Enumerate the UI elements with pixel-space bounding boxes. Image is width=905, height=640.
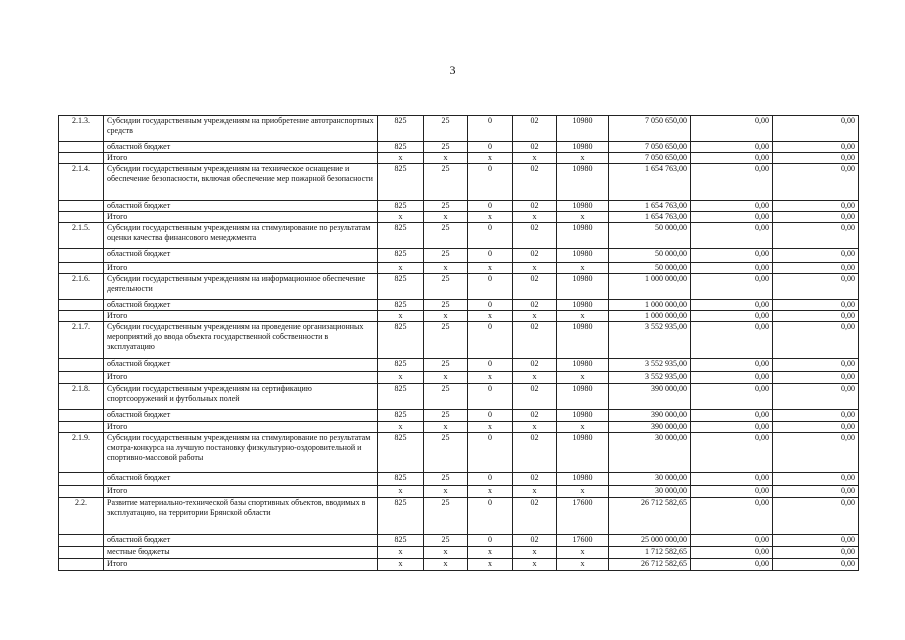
code-cell: 10980 [557, 322, 609, 359]
amount-cell: 30 000,00 [609, 486, 691, 498]
code-cell: х [468, 212, 513, 223]
code-cell: х [468, 422, 513, 433]
code-cell: 0 [468, 116, 513, 142]
amount-cell: 0,00 [691, 372, 773, 384]
item-number-cell: 2.1.8. [59, 384, 104, 410]
code-cell: х [424, 153, 468, 164]
item-row [59, 164, 859, 201]
subtotal-row [59, 201, 859, 212]
item-number-cell: 2.1.4. [59, 164, 104, 201]
subtotal-row [59, 300, 859, 311]
amount-cell: 1 000 000,00 [609, 274, 691, 300]
item-number-cell: 2.2. [59, 498, 104, 535]
item-number-cell [59, 559, 104, 571]
page-number: 3 [449, 63, 456, 77]
code-cell: 02 [513, 274, 557, 300]
subtotal-row [59, 311, 859, 322]
amount-cell: 0,00 [773, 116, 859, 142]
code-cell: 02 [513, 359, 557, 372]
code-cell: 825 [378, 359, 424, 372]
code-cell: х [468, 263, 513, 274]
code-cell: 10980 [557, 164, 609, 201]
code-cell: 0 [468, 300, 513, 311]
code-cell: х [468, 547, 513, 559]
code-cell: 17600 [557, 535, 609, 547]
code-cell: 02 [513, 164, 557, 201]
subtotal-row [59, 249, 859, 263]
code-cell: х [424, 311, 468, 322]
code-cell: х [557, 372, 609, 384]
subtotal-row [59, 559, 859, 571]
item-number-cell [59, 547, 104, 559]
amount-cell: 0,00 [773, 486, 859, 498]
item-number-cell [59, 473, 104, 486]
item-row [59, 116, 859, 142]
amount-cell: 0,00 [691, 486, 773, 498]
code-cell: х [424, 372, 468, 384]
amount-cell: 0,00 [691, 473, 773, 486]
code-cell: 10980 [557, 433, 609, 473]
code-cell: 17600 [557, 498, 609, 535]
item-name-cell: Итого [104, 422, 378, 433]
item-number-cell [59, 201, 104, 212]
code-cell: х [513, 311, 557, 322]
item-number-cell [59, 300, 104, 311]
code-cell: х [424, 422, 468, 433]
amount-cell: 0,00 [691, 142, 773, 153]
item-number-cell: 2.1.6. [59, 274, 104, 300]
code-cell: 02 [513, 433, 557, 473]
item-number-cell [59, 359, 104, 372]
code-cell: 0 [468, 359, 513, 372]
code-cell: 10980 [557, 410, 609, 422]
subtotal-row [59, 547, 859, 559]
item-row [59, 322, 859, 359]
code-cell: х [378, 559, 424, 571]
amount-cell: 0,00 [773, 547, 859, 559]
item-row [59, 498, 859, 535]
amount-cell: 7 050 650,00 [609, 142, 691, 153]
code-cell: х [378, 422, 424, 433]
amount-cell: 0,00 [691, 212, 773, 223]
item-number-cell [59, 153, 104, 164]
code-cell: 25 [424, 300, 468, 311]
item-name-cell: областной бюджет [104, 535, 378, 547]
amount-cell: 1 654 763,00 [609, 164, 691, 201]
code-cell: х [557, 547, 609, 559]
amount-cell: 1 654 763,00 [609, 212, 691, 223]
amount-cell: 1 000 000,00 [609, 300, 691, 311]
code-cell: х [378, 153, 424, 164]
code-cell: х [378, 372, 424, 384]
code-cell: 10980 [557, 473, 609, 486]
code-cell: 25 [424, 201, 468, 212]
item-number-cell: 2.1.7. [59, 322, 104, 359]
amount-cell: 0,00 [691, 116, 773, 142]
amount-cell: 0,00 [691, 422, 773, 433]
amount-cell: 0,00 [691, 410, 773, 422]
code-cell: 0 [468, 433, 513, 473]
code-cell: 825 [378, 142, 424, 153]
amount-cell: 30 000,00 [609, 433, 691, 473]
code-cell: 02 [513, 142, 557, 153]
item-name-cell: Итого [104, 486, 378, 498]
amount-cell: 0,00 [691, 201, 773, 212]
item-number-cell [59, 535, 104, 547]
amount-cell: 1 712 582,65 [609, 547, 691, 559]
item-row [59, 433, 859, 473]
item-number-cell: 2.1.3. [59, 116, 104, 142]
item-name-cell: областной бюджет [104, 249, 378, 263]
amount-cell: 0,00 [773, 359, 859, 372]
code-cell: 25 [424, 410, 468, 422]
item-name-cell: областной бюджет [104, 142, 378, 153]
amount-cell: 0,00 [691, 311, 773, 322]
code-cell: 0 [468, 410, 513, 422]
code-cell: 25 [424, 322, 468, 359]
code-cell: 02 [513, 384, 557, 410]
code-cell: 825 [378, 322, 424, 359]
code-cell: 25 [424, 473, 468, 486]
code-cell: х [557, 311, 609, 322]
item-name-cell: Итого [104, 263, 378, 274]
amount-cell: 3 552 935,00 [609, 359, 691, 372]
code-cell: 02 [513, 498, 557, 535]
subtotal-row [59, 153, 859, 164]
amount-cell: 390 000,00 [609, 410, 691, 422]
code-cell: 25 [424, 535, 468, 547]
code-cell: 02 [513, 473, 557, 486]
item-number-cell [59, 486, 104, 498]
item-number-cell [59, 311, 104, 322]
code-cell: х [513, 422, 557, 433]
code-cell: 02 [513, 223, 557, 249]
code-cell: х [557, 263, 609, 274]
amount-cell: 50 000,00 [609, 223, 691, 249]
subtotal-row [59, 142, 859, 153]
code-cell: 10980 [557, 116, 609, 142]
code-cell: 825 [378, 433, 424, 473]
item-name-cell: Субсидии государственным учреждениям на сертификацию спортсооружений и футбольных полей [104, 384, 378, 410]
code-cell: х [557, 559, 609, 571]
item-name-cell: областной бюджет [104, 473, 378, 486]
amount-cell: 0,00 [691, 164, 773, 201]
amount-cell: 0,00 [691, 274, 773, 300]
code-cell: 25 [424, 116, 468, 142]
amount-cell: 0,00 [691, 223, 773, 249]
amount-cell: 0,00 [773, 384, 859, 410]
item-number-cell [59, 212, 104, 223]
amount-cell: 26 712 582,65 [609, 498, 691, 535]
code-cell: х [468, 372, 513, 384]
subtotal-row [59, 535, 859, 547]
amount-cell: 0,00 [773, 164, 859, 201]
code-cell: 10980 [557, 142, 609, 153]
code-cell: х [378, 486, 424, 498]
item-number-cell [59, 372, 104, 384]
item-number-cell [59, 263, 104, 274]
code-cell: 25 [424, 223, 468, 249]
code-cell: 02 [513, 410, 557, 422]
code-cell: х [424, 263, 468, 274]
code-cell: 25 [424, 498, 468, 535]
amount-cell: 0,00 [773, 263, 859, 274]
code-cell: 0 [468, 223, 513, 249]
code-cell: х [468, 486, 513, 498]
amount-cell: 0,00 [773, 223, 859, 249]
code-cell: 25 [424, 249, 468, 263]
code-cell: х [513, 559, 557, 571]
code-cell: х [557, 422, 609, 433]
code-cell: 0 [468, 142, 513, 153]
amount-cell: 0,00 [773, 142, 859, 153]
budget-table [58, 115, 859, 571]
code-cell: х [513, 263, 557, 274]
amount-cell: 0,00 [773, 535, 859, 547]
code-cell: 02 [513, 300, 557, 311]
code-cell: х [468, 559, 513, 571]
code-cell: 25 [424, 384, 468, 410]
code-cell: 825 [378, 164, 424, 201]
amount-cell: 0,00 [691, 535, 773, 547]
item-name-cell: областной бюджет [104, 359, 378, 372]
code-cell: х [468, 311, 513, 322]
code-cell: 0 [468, 384, 513, 410]
code-cell: 25 [424, 164, 468, 201]
code-cell: 0 [468, 164, 513, 201]
code-cell: х [378, 547, 424, 559]
item-row [59, 274, 859, 300]
item-number-cell: 2.1.5. [59, 223, 104, 249]
subtotal-row [59, 410, 859, 422]
code-cell: 02 [513, 249, 557, 263]
item-name-cell: областной бюджет [104, 410, 378, 422]
amount-cell: 0,00 [773, 410, 859, 422]
item-name-cell: Субсидии государственным учреждениям на стимулирование по результатам оценки качества финансового менеджмента [104, 223, 378, 249]
code-cell: 25 [424, 274, 468, 300]
budget-table-body [59, 116, 859, 571]
code-cell: х [378, 311, 424, 322]
code-cell: 10980 [557, 223, 609, 249]
item-number-cell [59, 142, 104, 153]
code-cell: х [513, 372, 557, 384]
amount-cell: 7 050 650,00 [609, 153, 691, 164]
code-cell: 0 [468, 535, 513, 547]
amount-cell: 26 712 582,65 [609, 559, 691, 571]
amount-cell: 0,00 [691, 249, 773, 263]
item-name-cell: местные бюджеты [104, 547, 378, 559]
code-cell: х [513, 486, 557, 498]
code-cell: 825 [378, 473, 424, 486]
amount-cell: 0,00 [773, 372, 859, 384]
item-number-cell [59, 410, 104, 422]
item-name-cell: Итого [104, 212, 378, 223]
code-cell: 10980 [557, 384, 609, 410]
code-cell: х [557, 486, 609, 498]
amount-cell: 25 000 000,00 [609, 535, 691, 547]
amount-cell: 30 000,00 [609, 473, 691, 486]
code-cell: х [424, 212, 468, 223]
amount-cell: 390 000,00 [609, 422, 691, 433]
amount-cell: 7 050 650,00 [609, 116, 691, 142]
code-cell: 0 [468, 249, 513, 263]
item-name-cell: Итого [104, 559, 378, 571]
code-cell: 0 [468, 201, 513, 212]
code-cell: 825 [378, 223, 424, 249]
code-cell: х [424, 547, 468, 559]
code-cell: 02 [513, 116, 557, 142]
code-cell: х [513, 153, 557, 164]
code-cell: х [513, 547, 557, 559]
item-name-cell: Субсидии государственным учреждениям на информационное обеспечение деятельности [104, 274, 378, 300]
amount-cell: 0,00 [691, 300, 773, 311]
amount-cell: 0,00 [773, 311, 859, 322]
code-cell: 10980 [557, 274, 609, 300]
amount-cell: 0,00 [691, 384, 773, 410]
code-cell: 10980 [557, 300, 609, 311]
code-cell: 825 [378, 410, 424, 422]
code-cell: 10980 [557, 201, 609, 212]
code-cell: 825 [378, 498, 424, 535]
item-name-cell: Субсидии государственным учреждениям на проведение организационных мероприятий до ввода объекта государственной собственности в эксплуатацию [104, 322, 378, 359]
code-cell: 10980 [557, 249, 609, 263]
item-name-cell: Субсидии государственным учреждениям на приобретение автотранспортных средств [104, 116, 378, 142]
code-cell: 825 [378, 201, 424, 212]
amount-cell: 3 552 935,00 [609, 322, 691, 359]
amount-cell: 50 000,00 [609, 263, 691, 274]
item-name-cell: Субсидии государственным учреждениям на техническое оснащение и обеспечение безопасности, включая обеспечение мер пожарной безопасности [104, 164, 378, 201]
item-name-cell: областной бюджет [104, 201, 378, 212]
code-cell: 825 [378, 274, 424, 300]
subtotal-row [59, 473, 859, 486]
item-row [59, 223, 859, 249]
code-cell: 825 [378, 116, 424, 142]
code-cell: 02 [513, 322, 557, 359]
code-cell: 825 [378, 249, 424, 263]
amount-cell: 0,00 [773, 473, 859, 486]
subtotal-row [59, 486, 859, 498]
code-cell: х [378, 263, 424, 274]
item-number-cell: 2.1.9. [59, 433, 104, 473]
amount-cell: 0,00 [773, 212, 859, 223]
code-cell: 825 [378, 535, 424, 547]
code-cell: 25 [424, 359, 468, 372]
code-cell: х [557, 212, 609, 223]
amount-cell: 0,00 [773, 201, 859, 212]
code-cell: 825 [378, 384, 424, 410]
amount-cell: 0,00 [773, 433, 859, 473]
item-name-cell: Итого [104, 311, 378, 322]
item-name-cell: Итого [104, 372, 378, 384]
code-cell: х [468, 153, 513, 164]
amount-cell: 0,00 [773, 422, 859, 433]
amount-cell: 0,00 [773, 498, 859, 535]
code-cell: 0 [468, 274, 513, 300]
code-cell: х [378, 212, 424, 223]
code-cell: х [424, 559, 468, 571]
item-name-cell: Итого [104, 153, 378, 164]
amount-cell: 0,00 [691, 433, 773, 473]
amount-cell: 0,00 [691, 263, 773, 274]
amount-cell: 3 552 935,00 [609, 372, 691, 384]
code-cell: 02 [513, 535, 557, 547]
amount-cell: 0,00 [773, 300, 859, 311]
amount-cell: 0,00 [773, 153, 859, 164]
amount-cell: 0,00 [691, 559, 773, 571]
item-row [59, 384, 859, 410]
amount-cell: 0,00 [773, 274, 859, 300]
code-cell: 0 [468, 473, 513, 486]
amount-cell: 1 000 000,00 [609, 311, 691, 322]
amount-cell: 50 000,00 [609, 249, 691, 263]
amount-cell: 0,00 [773, 322, 859, 359]
amount-cell: 0,00 [691, 547, 773, 559]
subtotal-row [59, 422, 859, 433]
code-cell: х [424, 486, 468, 498]
subtotal-row [59, 212, 859, 223]
subtotal-row [59, 372, 859, 384]
amount-cell: 390 000,00 [609, 384, 691, 410]
item-name-cell: Субсидии государственным учреждениям на стимулирование по результатам смотра-конкурса на лучшую постановку физкультурно-оздоровительной и спортивно-массовой работы [104, 433, 378, 473]
code-cell: 0 [468, 498, 513, 535]
code-cell: 10980 [557, 359, 609, 372]
code-cell: 0 [468, 322, 513, 359]
amount-cell: 0,00 [773, 249, 859, 263]
amount-cell: 0,00 [691, 322, 773, 359]
code-cell: 25 [424, 142, 468, 153]
amount-cell: 0,00 [773, 559, 859, 571]
amount-cell: 1 654 763,00 [609, 201, 691, 212]
code-cell: х [557, 153, 609, 164]
code-cell: 825 [378, 300, 424, 311]
item-name-cell: Развитие материально-технической базы спортивных объектов, вводимых в эксплуатацию, на территории Брянской области [104, 498, 378, 535]
amount-cell: 0,00 [691, 153, 773, 164]
amount-cell: 0,00 [691, 498, 773, 535]
code-cell: 02 [513, 201, 557, 212]
item-name-cell: областной бюджет [104, 300, 378, 311]
subtotal-row [59, 359, 859, 372]
item-number-cell [59, 249, 104, 263]
item-number-cell [59, 422, 104, 433]
code-cell: 25 [424, 433, 468, 473]
code-cell: х [513, 212, 557, 223]
subtotal-row [59, 263, 859, 274]
amount-cell: 0,00 [691, 359, 773, 372]
